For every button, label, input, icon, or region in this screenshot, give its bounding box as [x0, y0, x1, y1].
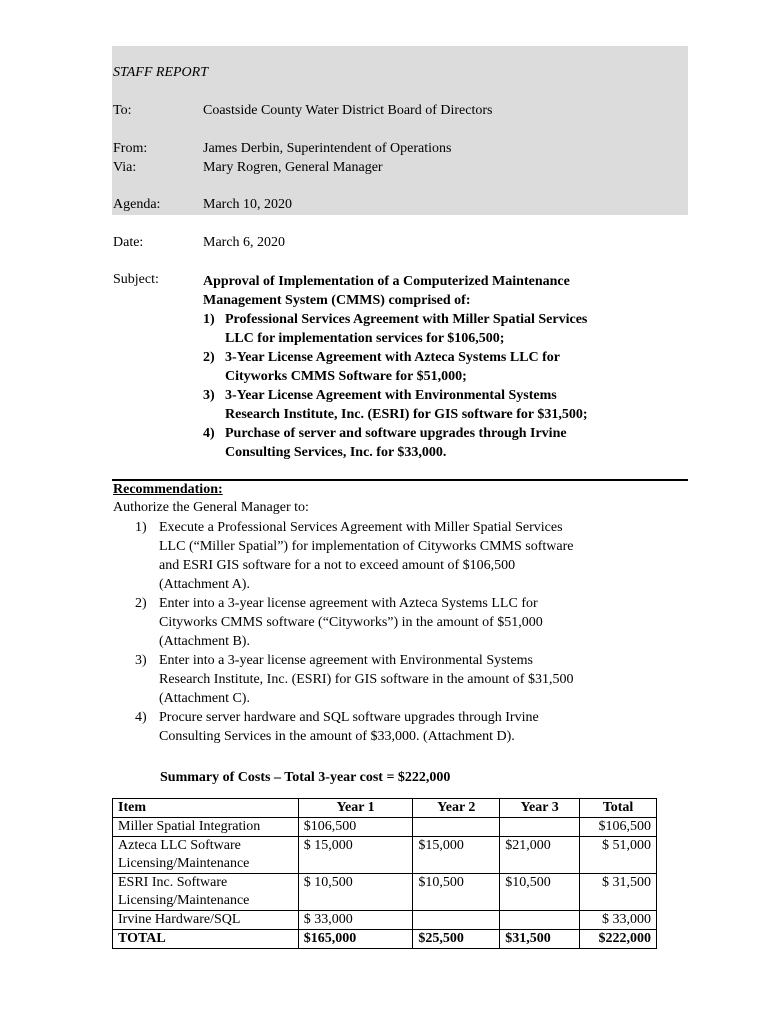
cell-year3: $31,500 — [500, 930, 580, 949]
recommendation-line: Execute a Professional Services Agreement with Miller Spatial Services — [159, 520, 563, 535]
subject-item-line: Professional Services Agreement with Miller Spatial Services — [225, 312, 588, 327]
recommendation-item — [135, 518, 655, 594]
subject-item-number: 2) — [203, 350, 215, 365]
cell-total: $ 31,500 — [580, 874, 657, 911]
subject-label: Subject: — [113, 272, 159, 287]
subject-item-line: Research Institute, Inc. (ESRI) for GIS software for $31,500; — [225, 407, 588, 422]
subject-item — [203, 386, 673, 424]
subject-item-number: 4) — [203, 426, 215, 441]
subject-item-line: Consulting Services, Inc. for $33,000. — [225, 445, 447, 460]
report-title: STAFF REPORT — [113, 65, 209, 80]
recommendation-item-number: 3) — [135, 653, 147, 668]
subject-block — [203, 272, 673, 462]
recommendation-item — [135, 708, 655, 746]
recommendation-line: Cityworks CMMS software (“Cityworks”) in the amount of $51,000 — [159, 615, 543, 630]
summary-title: Summary of Costs – Total 3-year cost = $222,000 — [160, 770, 451, 785]
via-label: Via: — [113, 160, 137, 175]
from-label: From: — [113, 141, 148, 156]
table-row — [113, 837, 657, 874]
cost-summary-table — [112, 798, 657, 949]
table-row — [113, 874, 657, 911]
cell-item: Azteca LLC Software Licensing/Maintenance — [113, 837, 299, 874]
table-total-row — [113, 930, 657, 949]
cell-year2: $15,000 — [413, 837, 500, 874]
cell-year2: $10,500 — [413, 874, 500, 911]
subject-item-line: 3-Year License Agreement with Azteca Systems LLC for — [225, 350, 561, 365]
subject-item-number: 3) — [203, 388, 215, 403]
cell-year3: $10,500 — [500, 874, 580, 911]
recommendation-list — [135, 518, 655, 746]
to-label: To: — [113, 103, 132, 118]
cell-total: $222,000 — [580, 930, 657, 949]
recommendation-item — [135, 651, 655, 708]
recommendation-item-number: 4) — [135, 710, 147, 725]
via-value: Mary Rogren, General Manager — [203, 160, 383, 175]
column-header-total: Total — [580, 799, 657, 818]
cell-year1: $ 10,500 — [298, 874, 413, 911]
recommendation-intro: Authorize the General Manager to: — [113, 500, 309, 515]
recommendation-line: Enter into a 3-year license agreement with Azteca Systems LLC for — [159, 596, 538, 611]
cell-year1: $165,000 — [298, 930, 413, 949]
date-value: March 6, 2020 — [203, 235, 286, 250]
recommendation-line: Consulting Services in the amount of $33,000. (Attachment D). — [159, 729, 515, 744]
recommendation-item — [135, 594, 655, 651]
recommendation-line: LLC (“Miller Spatial”) for implementation of Cityworks CMMS software — [159, 539, 574, 554]
subject-item-line: LLC for implementation services for $106,500; — [225, 331, 505, 346]
subject-item-line: Cityworks CMMS Software for $51,000; — [225, 369, 467, 384]
subject-intro-line: Management System (CMMS) comprised of: — [203, 293, 471, 308]
column-header-year3: Year 3 — [500, 799, 580, 818]
column-header-year1: Year 1 — [298, 799, 413, 818]
cell-total: $ 51,000 — [580, 837, 657, 874]
recommendation-line: (Attachment A). — [159, 577, 250, 592]
cell-year1: $ 33,000 — [298, 911, 413, 930]
subject-item — [203, 348, 673, 386]
cell-item: Irvine Hardware/SQL — [113, 911, 299, 930]
cell-year2: $25,500 — [413, 930, 500, 949]
cell-year3 — [500, 818, 580, 837]
agenda-value: March 10, 2020 — [203, 197, 293, 212]
column-header-year2: Year 2 — [413, 799, 500, 818]
cell-item: Miller Spatial Integration — [113, 818, 299, 837]
table-row — [113, 818, 657, 837]
recommendation-line: (Attachment C). — [159, 691, 250, 706]
cell-year1: $ 15,000 — [298, 837, 413, 874]
recommendation-line: and ESRI GIS software for a not to exceed amount of $106,500 — [159, 558, 516, 573]
subject-intro-line: Approval of Implementation of a Computerized Maintenance — [203, 274, 570, 289]
from-value: James Derbin, Superintendent of Operations — [203, 141, 452, 156]
subject-item — [203, 424, 673, 462]
date-label: Date: — [113, 235, 144, 250]
subject-item-line: Purchase of server and software upgrades through Irvine — [225, 426, 567, 441]
cell-year3 — [500, 911, 580, 930]
cell-total: $ 33,000 — [580, 911, 657, 930]
subject-item — [203, 310, 673, 348]
recommendation-line: Enter into a 3-year license agreement with Environmental Systems — [159, 653, 533, 668]
cell-year3: $21,000 — [500, 837, 580, 874]
cell-year1: $106,500 — [298, 818, 413, 837]
cell-item: TOTAL — [113, 930, 299, 949]
recommendation-heading: Recommendation: — [113, 482, 223, 497]
column-header-item: Item — [113, 799, 299, 818]
subject-item-number: 1) — [203, 312, 215, 327]
cell-year2 — [413, 818, 500, 837]
table-header-row — [113, 799, 657, 818]
recommendation-item-number: 1) — [135, 520, 147, 535]
subject-item-line: 3-Year License Agreement with Environmental Systems — [225, 388, 557, 403]
table-row — [113, 911, 657, 930]
cell-total: $106,500 — [580, 818, 657, 837]
section-divider — [112, 479, 688, 481]
subject-items — [203, 310, 673, 462]
recommendation-line: (Attachment B). — [159, 634, 250, 649]
to-value: Coastside County Water District Board of Directors — [203, 103, 493, 118]
recommendation-item-number: 2) — [135, 596, 147, 611]
recommendation-line: Research Institute, Inc. (ESRI) for GIS software in the amount of $31,500 — [159, 672, 574, 687]
recommendation-line: Procure server hardware and SQL software upgrades through Irvine — [159, 710, 539, 725]
agenda-label: Agenda: — [113, 197, 161, 212]
cell-item: ESRI Inc. Software Licensing/Maintenance — [113, 874, 299, 911]
cell-year2 — [413, 911, 500, 930]
